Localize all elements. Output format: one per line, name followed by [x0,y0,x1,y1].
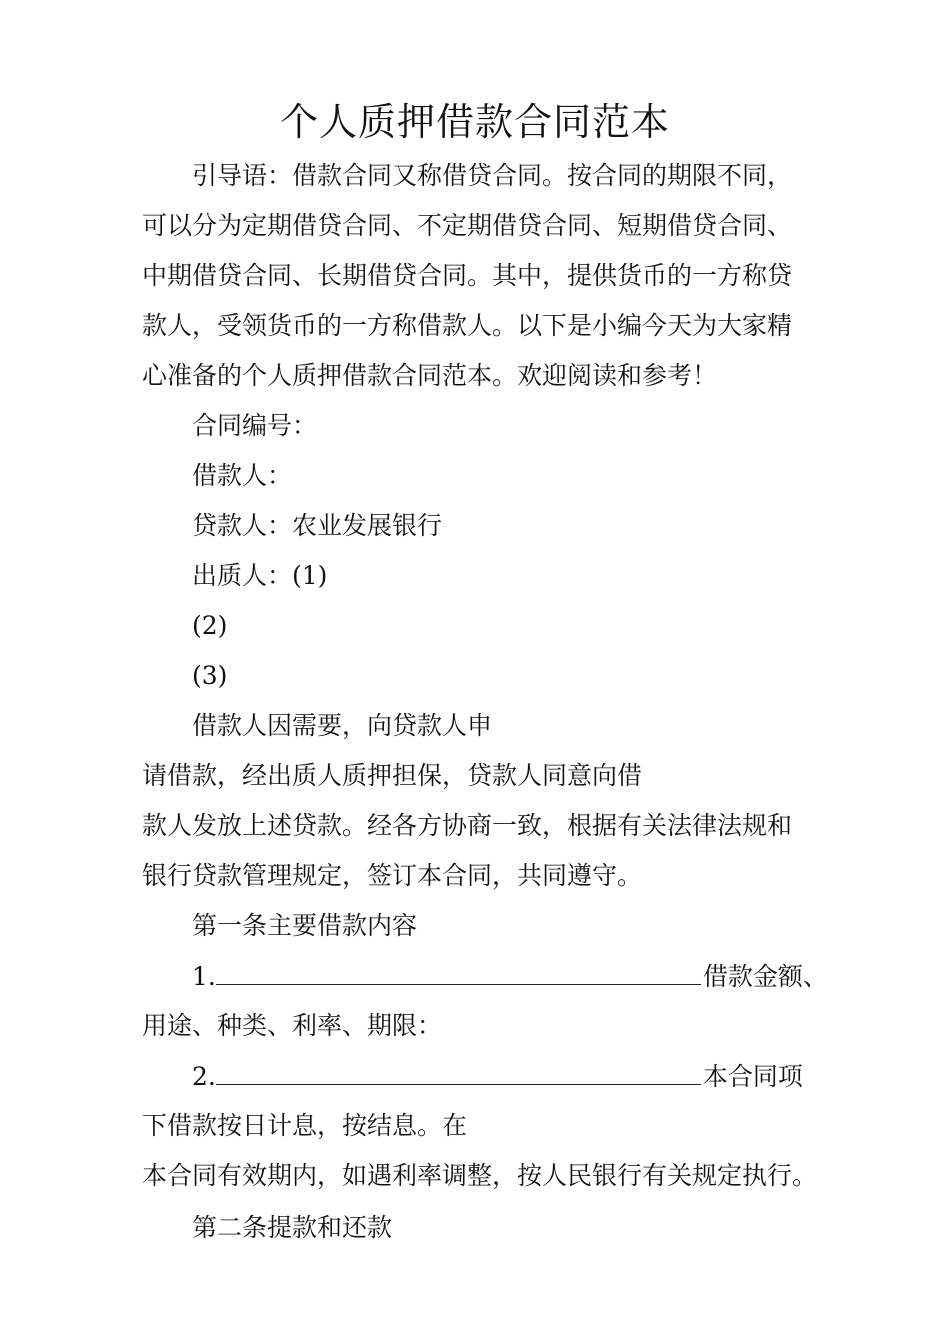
article-2-heading: 第二条提款和还款 [192,1213,393,1242]
preamble-line-3: 款人发放上述贷款。经各方协商一致，根据有关法律法规和 [142,811,793,840]
item-2 [192,1058,803,1095]
item-2-continuation-1: 下借款按日计息，按结息。在 [142,1111,468,1140]
preamble-line-1: 借款人因需要，向贷款人申 [192,711,493,740]
item-1 [192,958,828,995]
article-1-heading: 第一条主要借款内容 [192,911,418,940]
borrower-label: 借款人： [192,461,293,490]
pledgor-2: (2) [192,611,228,640]
document-title: 个人质押借款合同范本 [279,100,670,144]
intro-line-5: 心准备的个人质押借款合同范本。欢迎阅读和参考！ [142,361,718,390]
item-2-blank [216,1058,701,1085]
lender-label: 贷款人：农业发展银行 [192,511,443,540]
intro-line-1: 引导语：借款合同又称借贷合同。按合同的期限不同， [192,161,793,190]
intro-line-3: 中期借贷合同、长期借贷合同。其中，提供货币的一方称贷 [142,261,793,290]
contract-number-label: 合同编号： [192,411,318,440]
preamble-line-2: 请借款，经出质人质押担保，贷款人同意向借 [142,761,643,790]
preamble-line-4: 银行贷款管理规定，签订本合同，共同遵守。 [142,861,643,890]
item-2-text: 本合同项 [702,1062,803,1091]
pledgor-label: 出质人：(1) [192,561,328,590]
item-1-continuation: 用途、种类、利率、期限： [142,1011,443,1040]
item-1-blank [216,958,701,985]
pledgor-3: (3) [192,661,228,690]
intro-line-2: 可以分为定期借贷合同、不定期借贷合同、短期借贷合同、 [142,211,793,240]
item-1-number: 1. [192,962,216,991]
item-1-text: 借款金额、 [702,962,828,991]
intro-line-4: 款人，受领货币的一方称借款人。以下是小编今天为大家精 [142,311,793,340]
item-2-number: 2. [192,1062,216,1091]
item-2-continuation-2: 本合同有效期内，如遇利率调整，按人民银行有关规定执行。 [142,1161,818,1190]
